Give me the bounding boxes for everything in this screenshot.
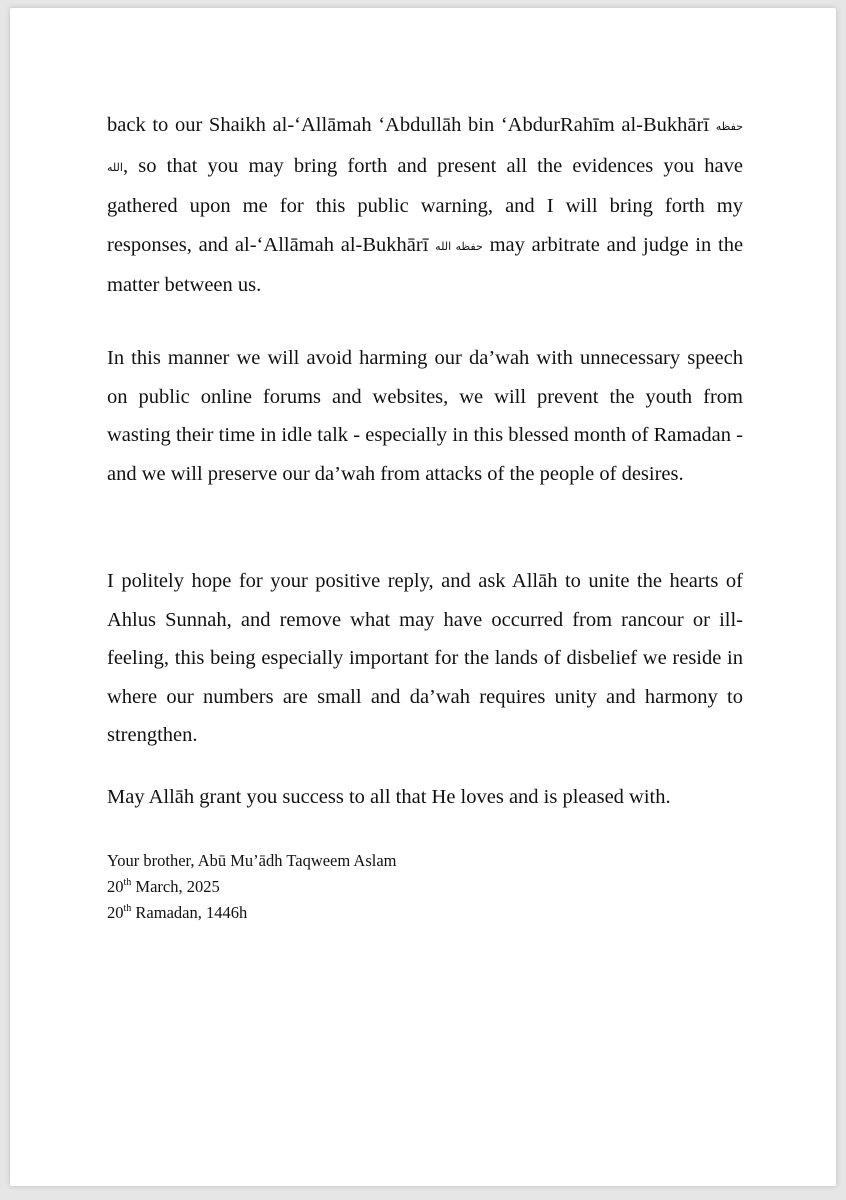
paragraph-4: May Allāh grant you success to all that He loves and is pleased with. [107,786,671,808]
document-page [10,8,836,1186]
date-hijri-rest: Ramadan, 1446h [131,903,248,922]
date-gregorian-day: 20 [107,877,124,896]
date-hijri-suffix: th [123,903,132,914]
paragraph-1-part-3: may arbitrate and judge in the matter between us. [107,233,744,296]
paragraph-3: I politely hope for your positive reply, and ask Allāh to unite the hearts of Ahlus Sunnah, and remove what may have occurred from rancour or ill-feeling, this being especially important for the lands of disbelief we reside in where our numbers are small and da’wah requires unity and harmony to strengthen. [107,570,743,746]
paragraph-1-part-2: , so that you may bring forth and present all the evidences you have gathered upon me for this public warning, and I will bring forth my responses, and al-‘Allāmah al-Bukhārī [107,154,743,256]
paragraph-2: In this manner we will avoid harming our da’wah with unnecessary speech on public online forums and websites, we will prevent the youth from wasting their time in idle talk - especially in this blessed month of Ramadan - and we will preserve our da’wah from attacks of the people of desires. [107,347,743,485]
date-gregorian-suffix: th [123,877,132,888]
signature-date-gregorian [107,874,220,900]
signature-name: Your brother, Abū Mu’ādh Taqweem Aslam [107,851,397,870]
paragraph-1-part-1: back to our Shaikh al-‘Allāmah ‘Abdullāh bin ‘AbdurRahīm al-Bukhārī [107,114,710,136]
date-hijri-day: 20 [107,903,124,922]
paragraph-1 [107,106,743,305]
signature-date-hijri [107,900,247,926]
honorific-arabic-2: حفظه الله [435,240,483,253]
date-gregorian-rest: March, 2025 [131,877,220,896]
honorific-arabic-1: حفظه الله [107,121,743,174]
